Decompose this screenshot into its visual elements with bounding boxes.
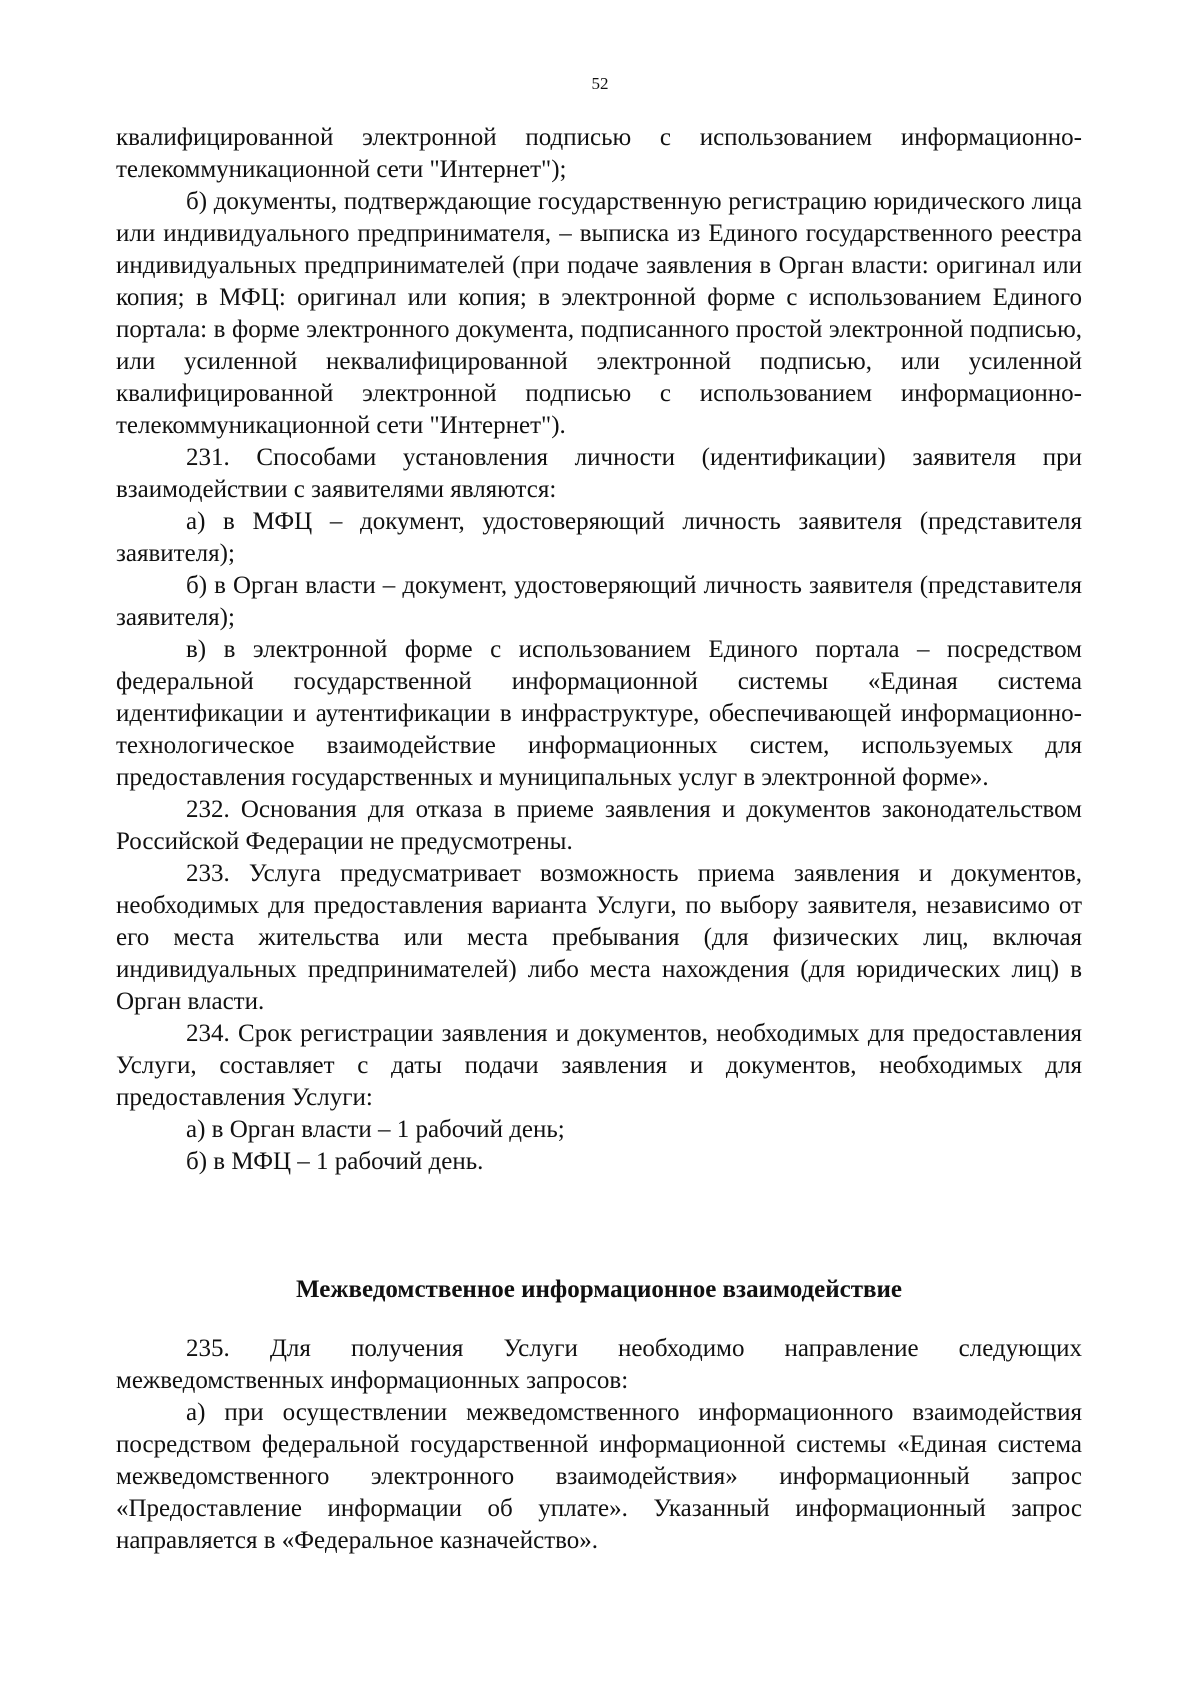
paragraph-234: 234. Срок регистрации заявления и документов, необходимых для предоставления Услуги, составляет с даты подачи заявления и документов, необходимых для предоставления Услуги:	[116, 1020, 1082, 1111]
paragraph-231-b: б) в Орган власти – документ, удостоверяющий личность заявителя (представителя заявителя);	[116, 572, 1082, 631]
paragraph-item-b-documents: б) документы, подтверждающие государственную регистрацию юридического лица или индивидуального предпринимателя, – выписка из Единого государственного реестра индивидуальных предпринимателей (при подаче заявления в Орган власти: оригинал или копия; в МФЦ: оригинал или копия; в электронной форме с использованием Единого портала: в форме электронного документа, подписанного простой электронной подписью, или усиленной неквалифицированной электронной подписью, или усиленной квалифицированной электронной подписью с использованием информационно-телекоммуникационной сети "Интернет").	[116, 188, 1082, 439]
paragraph-231: 231. Способами установления личности (идентификации) заявителя при взаимодействии с заявителями являются:	[116, 444, 1082, 503]
paragraph-235-a: а) при осуществлении межведомственного информационного взаимодействия посредством федеральной государственной информационной системы «Единая система межведомственного электронного взаимодействия» информационный запрос «Предоставление информации об уплате». Указанный информационный запрос направляется в «Федеральное казначейство».	[116, 1399, 1082, 1554]
page-number: 52	[591, 74, 609, 93]
paragraph-234-a: а) в Орган власти – 1 рабочий день;	[186, 1116, 565, 1143]
section-heading: Межведомственное информационное взаимодействие	[296, 1276, 902, 1303]
paragraph-231-a: а) в МФЦ – документ, удостоверяющий личность заявителя (представителя заявителя);	[116, 508, 1082, 567]
paragraph-234-b: б) в МФЦ – 1 рабочий день.	[186, 1148, 484, 1175]
paragraph-continuation: квалифицированной электронной подписью с использованием информационно-телекоммуникационной сети "Интернет");	[116, 124, 1082, 183]
document-body-top	[116, 122, 1082, 1178]
paragraph-233: 233. Услуга предусматривает возможность приема заявления и документов, необходимых для предоставления варианта Услуги, по выбору заявителя, независимо от его места жительства или места пребывания (для физических лиц, включая индивидуальных предпринимателей) либо места нахождения (для юридических лиц) в Орган власти.	[116, 860, 1082, 1015]
paragraph-235: 235. Для получения Услуги необходимо направление следующих межведомственных информационных запросов:	[116, 1335, 1082, 1394]
paragraph-232: 232. Основания для отказа в приеме заявления и документов законодательством Российской Федерации не предусмотрены.	[116, 796, 1082, 855]
paragraph-231-v: в) в электронной форме с использованием Единого портала – посредством федеральной государственной информационной системы «Единая система идентификации и аутентификации в инфраструктуре, обеспечивающей информационно-технологическое взаимодействие информационных систем, используемых для предоставления государственных и муниципальных услуг в электронной форме».	[116, 636, 1082, 791]
document-body-bottom	[116, 1333, 1082, 1557]
